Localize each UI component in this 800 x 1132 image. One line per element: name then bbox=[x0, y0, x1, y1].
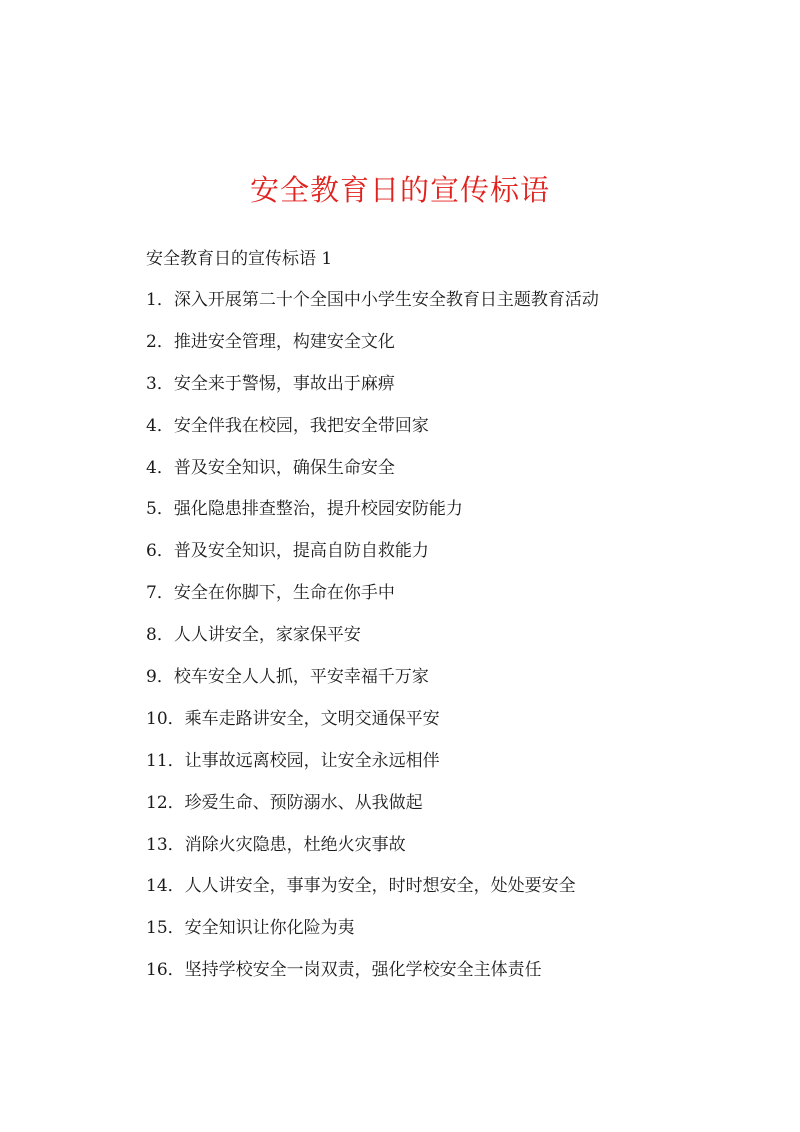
slogan-text: 普及安全知识，确保生命安全 bbox=[173, 457, 395, 478]
slogan-number: 3． bbox=[146, 373, 174, 394]
slogan-text: 安全来于警惕，事故出于麻痹 bbox=[173, 373, 395, 394]
slogan-text: 普及安全知识，提高自防自救能力 bbox=[173, 541, 429, 562]
slogan-text: 让事故远离校园，让安全永远相伴 bbox=[184, 750, 440, 771]
slogan-number: 1． bbox=[146, 290, 174, 310]
slogan-number: 6． bbox=[146, 541, 174, 562]
list-item bbox=[146, 704, 706, 746]
slogan-number: 16． bbox=[146, 960, 185, 981]
list-item bbox=[146, 285, 706, 327]
slogan-number: 2． bbox=[146, 331, 174, 352]
slogan-text: 深入开展第二十个全国中小学生安全教育日主题教育活动 bbox=[173, 290, 599, 310]
slogan-text: 安全在你脚下，生命在你手中 bbox=[173, 583, 395, 604]
slogan-number: 4． bbox=[146, 457, 174, 478]
list-item bbox=[146, 578, 706, 620]
list-item bbox=[146, 830, 706, 872]
slogan-text: 强化隐患排查整治，提升校园安防能力 bbox=[173, 499, 463, 520]
slogan-text: 校车安全人人抓，平安幸福千万家 bbox=[173, 667, 429, 688]
slogan-text: 推进安全管理，构建安全文化 bbox=[173, 331, 395, 352]
slogan-text: 安全知识让你化险为夷 bbox=[184, 918, 355, 939]
slogan-list bbox=[146, 285, 706, 997]
slogan-text: 珍爱生命、预防溺水、从我做起 bbox=[184, 792, 423, 813]
list-item bbox=[146, 871, 706, 913]
slogan-number: 13． bbox=[146, 834, 185, 855]
slogan-text: 安全伴我在校园，我把安全带回家 bbox=[173, 415, 429, 436]
list-item bbox=[146, 327, 706, 369]
slogan-number: 15． bbox=[146, 918, 185, 939]
slogan-text: 乘车走路讲安全，文明交通保平安 bbox=[184, 708, 440, 729]
slogan-number: 5． bbox=[146, 499, 174, 520]
slogan-number: 12． bbox=[146, 792, 185, 813]
list-item bbox=[146, 913, 706, 955]
slogan-text: 人人讲安全，事事为安全，时时想安全，处处要安全 bbox=[184, 876, 576, 897]
list-item bbox=[146, 453, 706, 495]
slogan-number: 7． bbox=[146, 583, 174, 604]
section-heading: 安全教育日的宣传标语 1 bbox=[146, 249, 333, 269]
list-item bbox=[146, 955, 706, 997]
list-item bbox=[146, 369, 706, 411]
slogan-text: 坚持学校安全一岗双责，强化学校安全主体责任 bbox=[184, 960, 542, 981]
slogan-number: 11． bbox=[146, 750, 185, 771]
list-item bbox=[146, 620, 706, 662]
list-item bbox=[146, 411, 706, 453]
slogan-number: 4． bbox=[146, 415, 174, 436]
slogan-text: 人人讲安全，家家保平安 bbox=[173, 625, 361, 646]
slogan-number: 10． bbox=[146, 708, 185, 729]
slogan-text: 消除火灾隐患，杜绝火灾事故 bbox=[184, 834, 406, 855]
list-item bbox=[146, 788, 706, 830]
slogan-number: 14． bbox=[146, 876, 185, 897]
slogan-number: 8． bbox=[146, 625, 174, 646]
list-item bbox=[146, 536, 706, 578]
list-item bbox=[146, 746, 706, 788]
list-item bbox=[146, 662, 706, 704]
list-item bbox=[146, 494, 706, 536]
document-title: 安全教育日的宣传标语 bbox=[249, 173, 550, 207]
slogan-number: 9． bbox=[146, 667, 174, 688]
